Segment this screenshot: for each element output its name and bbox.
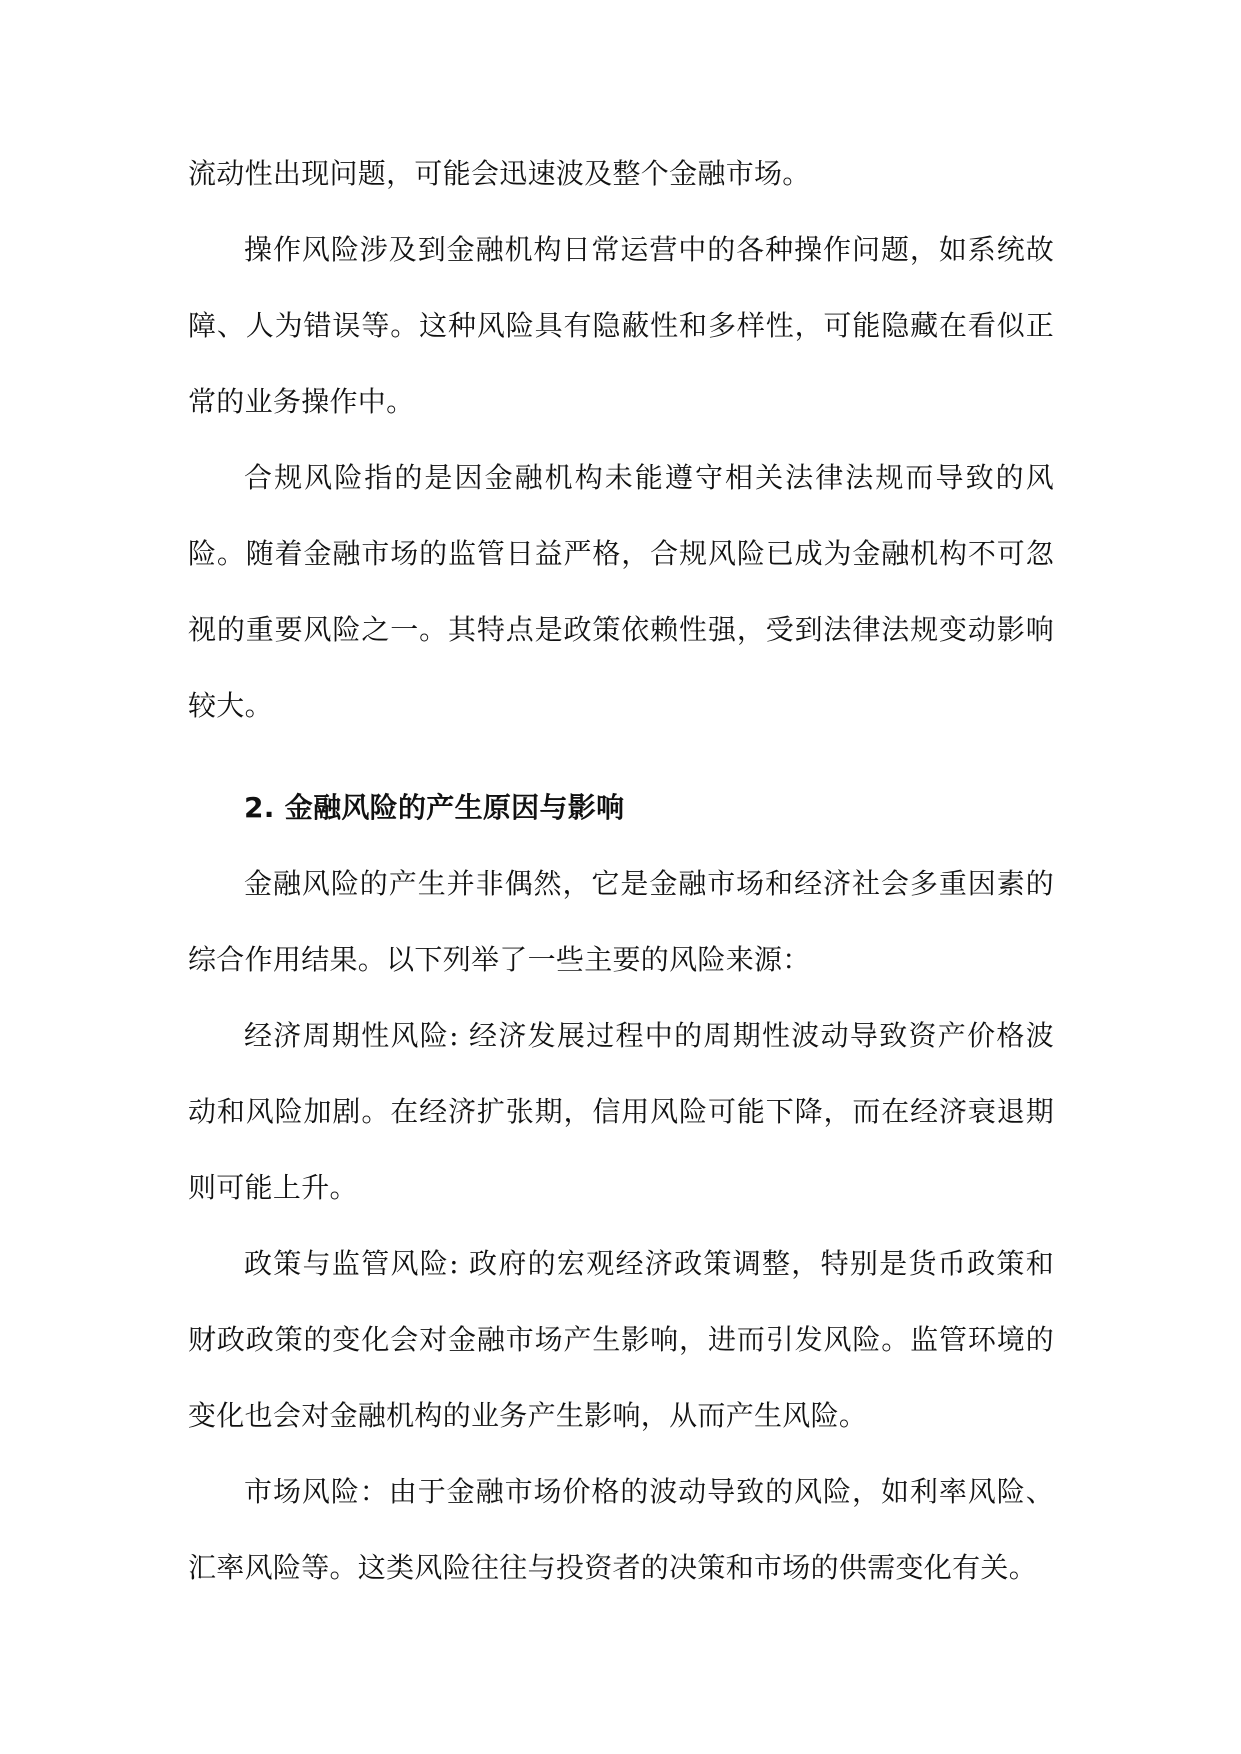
paragraph-compliance-risk: 合规风险指的是因金融机构未能遵守相关法律法规而导致的风险。随着金融市场的监管日益严格，合规风险已成为金融机构不可忽视的重要风险之一。其特点是政策依赖性强，受到法律法规变动影响较大。 [188,461,1054,722]
paragraph-policy-regulatory-risk: 政策与监管风险: 政府的宏观经济政策调整，特别是货币政策和财政政策的变化会对金融市场产生影响，进而引发风险。监管环境的变化也会对金融机构的业务产生影响，从而产生风险。 [188,1247,1054,1432]
paragraph-market-risk: 市场风险：由于金融市场价格的波动导致的风险，如利率风险、汇率风险等。这类风险往往与投资者的决策和市场的供需变化有关。 [188,1475,1054,1584]
document-body [188,136,1054,1606]
paragraph-liquidity-continuation: 流动性出现问题，可能会迅速波及整个金融市场。 [188,157,811,190]
section-heading: 2. 金融风险的产生原因与影响 [244,791,625,824]
paragraph-operational-risk: 操作风险涉及到金融机构日常运营中的各种操作问题，如系统故障、人为错误等。这种风险具有隐蔽性和多样性，可能隐藏在看似正常的业务操作中。 [188,233,1054,418]
paragraph-risk-causes-intro: 金融风险的产生并非偶然，它是金融市场和经济社会多重因素的综合作用结果。以下列举了一些主要的风险来源： [188,867,1054,976]
paragraph-economic-cycle-risk: 经济周期性风险: 经济发展过程中的周期性波动导致资产价格波动和风险加剧。在经济扩张期，信用风险可能下降，而在经济衰退期则可能上升。 [188,1019,1054,1204]
